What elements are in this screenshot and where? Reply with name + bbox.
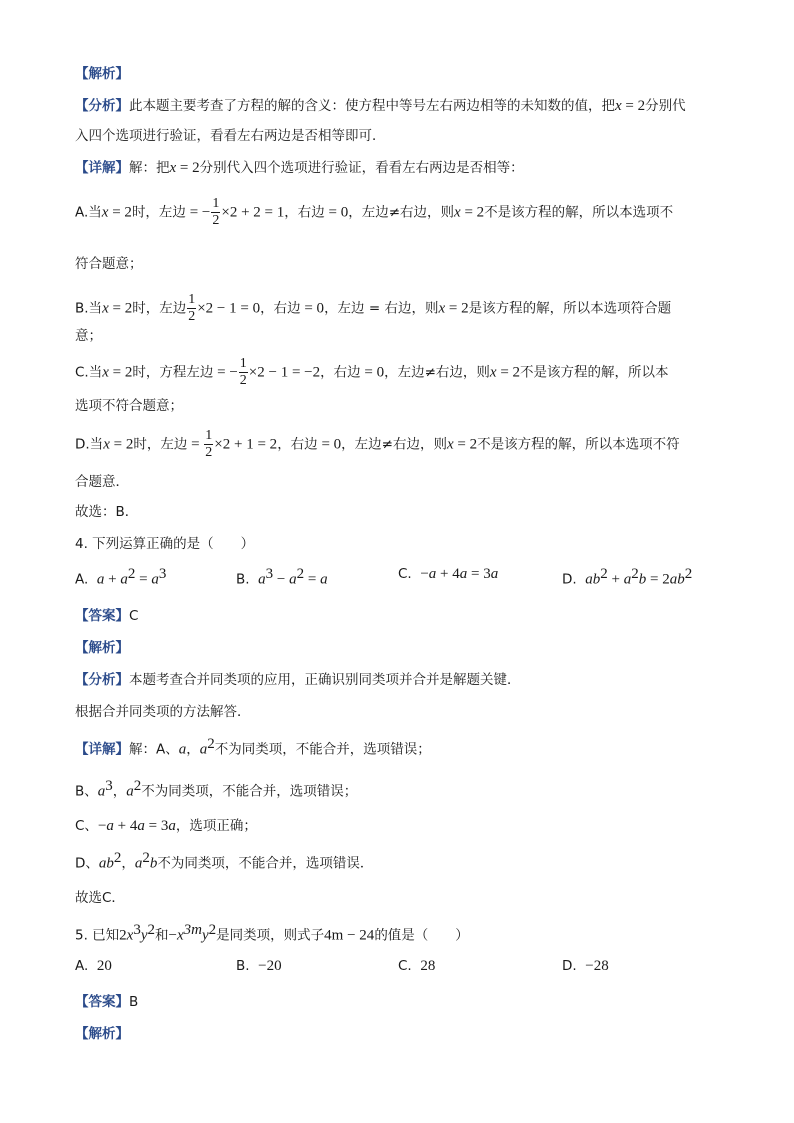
math-expr: = 2 <box>109 436 134 453</box>
detail-c: C、−a + 4a = 3a，选项正确； <box>75 818 257 834</box>
math-var: x <box>454 204 461 221</box>
math-expr: − <box>97 818 107 834</box>
option-d-check <box>75 428 680 461</box>
math-var: x <box>489 364 497 381</box>
math-expr: a <box>178 741 187 758</box>
math-expr: = 2 <box>621 98 646 114</box>
fraction <box>239 356 248 389</box>
q4-option-c: C. −a + 4a = 3a <box>398 566 499 582</box>
analysis-heading-4 <box>75 636 129 656</box>
math-expr: a <box>199 741 208 758</box>
analysis-heading-5 <box>75 1022 129 1042</box>
tag-label: 【详解】 <box>75 160 129 176</box>
tag-label: 【分析】 <box>75 672 129 688</box>
conclusion <box>75 500 138 520</box>
text: 分别代入四个选项进行验证，看看左右两边是否相等： <box>199 160 524 176</box>
text: 时，左边 <box>131 204 186 221</box>
text: ，左边≠右边，则 <box>348 204 455 221</box>
question-5-stem: 5. 已知$2x^3y^2$和$-x^{3m}y^2$是同类项，则式子4m − 24的值是（ ） <box>75 922 469 944</box>
q5-option-b <box>236 958 282 975</box>
text: 选项不符合题意； <box>75 398 183 414</box>
option-b-check <box>75 292 671 325</box>
fraction-numerator: 1 <box>188 292 196 307</box>
math-var: x <box>438 300 446 317</box>
math-expr: − <box>420 566 429 582</box>
fraction-numerator: 1 <box>239 356 247 371</box>
text: 时，左边 <box>133 436 188 453</box>
tag-label: 【解析】 <box>75 640 129 656</box>
option-c-check-cont <box>75 394 183 414</box>
math-var: x <box>103 436 110 453</box>
fraction-denominator: 2 <box>239 373 247 388</box>
option-label: D. <box>562 571 577 588</box>
text: 故选C． <box>75 890 125 906</box>
text: 时，方程左边 <box>132 364 214 381</box>
q5-option-c <box>398 958 435 975</box>
text: 不是该方程的解，所以本选项不符 <box>477 436 680 453</box>
fraction-denominator: 2 <box>212 213 220 228</box>
option-c-check <box>75 356 669 389</box>
math-var: x <box>615 98 622 114</box>
math-expr: ab <box>585 571 601 588</box>
text: ，左边 = 右边，则 <box>324 300 439 317</box>
text: 5. 已知 <box>75 927 120 944</box>
option-label: D. <box>562 958 577 974</box>
text: 的值是（ ） <box>374 927 469 944</box>
text: 不为同类项，不能合并，选项错误； <box>214 741 431 758</box>
math-expr: ×2 + 2 = 1 <box>221 204 285 221</box>
text: 不是该方程的解，所以本 <box>520 364 669 381</box>
question-4-stem <box>75 532 254 552</box>
text: ，右边 <box>260 300 301 317</box>
answer-4 <box>75 604 138 624</box>
math-expr: = 2 <box>496 364 521 381</box>
detail-b: B、$a^3$，$a^2$不为同类项，不能合并，选项错误； <box>75 778 358 800</box>
text: 4. 下列运算正确的是（ ） <box>75 536 255 552</box>
math-expr: a <box>97 783 106 800</box>
math-expr: = 2 <box>453 436 478 453</box>
fraction-denominator: 2 <box>205 445 213 460</box>
answer-5 <box>75 990 138 1010</box>
math-expr: a <box>96 571 105 588</box>
math-expr: = 2 <box>460 204 485 221</box>
math-expr: = <box>187 436 204 453</box>
q4-option-d: D. $ab^2 + a^2b = 2ab^2$ <box>562 566 693 588</box>
tag-label: 【解析】 <box>75 66 129 82</box>
text: 解：把 <box>129 160 170 176</box>
math-expr: = 0 <box>360 364 385 381</box>
option-label: B. <box>236 571 250 588</box>
text: 符合题意； <box>75 256 143 272</box>
text: B、 <box>75 783 98 800</box>
tag-label: 【解析】 <box>75 1026 129 1042</box>
math-expr: ×2 − 1 = −2 <box>248 364 321 381</box>
tag-label: 【答案】 <box>75 608 129 624</box>
text: 合题意． <box>75 474 129 490</box>
text: 根据合并同类项的方法解答． <box>75 704 251 720</box>
option-value: −28 <box>585 958 609 974</box>
text: 解：A、 <box>129 741 179 758</box>
text: C.当 <box>75 364 103 381</box>
option-label: C. <box>398 566 412 582</box>
math-expr: = 2 <box>176 160 200 176</box>
option-value: 28 <box>420 958 436 974</box>
analysis-heading <box>75 62 129 82</box>
text: 是该方程的解，所以本选项符合题 <box>468 300 672 317</box>
math-expr: 2 <box>119 927 127 944</box>
tag-label: 【分析】 <box>75 98 129 114</box>
answer-value: C <box>129 608 139 624</box>
option-label: B. <box>236 958 250 974</box>
fraction <box>187 292 196 325</box>
fraction <box>204 428 213 461</box>
option-label: C. <box>398 958 412 974</box>
math-expr: = 2 <box>108 300 133 317</box>
conclusion-4 <box>75 886 125 906</box>
q4-option-b: B. $a^3 - a^2 = a$ <box>236 566 328 588</box>
detail-a: 【详解】解：A、a，$a^2$不为同类项，不能合并，选项错误； <box>75 736 431 758</box>
analysis-paragraph-4 <box>75 668 521 688</box>
text: D.当 <box>75 436 104 453</box>
math-expr: = − <box>185 204 211 221</box>
text: A.当 <box>75 204 102 221</box>
text: ，右边 <box>320 364 361 381</box>
text: 分别代 <box>645 98 686 114</box>
math-expr: a <box>258 571 266 588</box>
fraction <box>211 196 220 229</box>
math-expr: − <box>168 927 177 944</box>
math-expr: ×2 − 1 = 0 <box>197 300 261 317</box>
text: ，选项正确； <box>175 818 257 834</box>
text: 和 <box>155 927 169 944</box>
detail-d: D、$ab^2$，$a^2b$不为同类项，不能合并，选项错误． <box>75 850 374 872</box>
text: ，左边≠右边，则 <box>384 364 490 381</box>
analysis-paragraph-4-cont <box>75 700 251 720</box>
text: ，右边 <box>284 204 325 221</box>
text: 不为同类项，不能合并，选项错误． <box>157 855 374 872</box>
text: C、 <box>75 818 98 834</box>
fraction-numerator: 1 <box>212 196 220 211</box>
text: 是同类项，则式子 <box>216 927 325 944</box>
q5-option-a <box>75 958 112 975</box>
detail-paragraph <box>75 156 524 177</box>
math-var: x <box>102 364 109 381</box>
analysis-paragraph <box>75 94 686 115</box>
fraction-numerator: 1 <box>205 428 213 443</box>
option-label: A. <box>75 571 89 588</box>
math-expr: = 0 <box>300 300 325 317</box>
option-a-check <box>75 196 673 229</box>
math-expr: 4m − 24 <box>324 927 375 944</box>
text: ，右边 <box>277 436 318 453</box>
math-expr: = 0 <box>324 204 349 221</box>
text: 此本题主要考查了方程的解的含义：使方程中等号左右两边相等的未知数的值，把 <box>129 98 615 114</box>
math-expr: = 2 <box>445 300 469 317</box>
math-var: x <box>446 436 454 453</box>
fraction-denominator: 2 <box>188 309 196 324</box>
text: 不为同类项，不能合并，选项错误； <box>141 783 358 800</box>
tag-label: 【答案】 <box>75 994 129 1010</box>
text: ，左边≠右边，则 <box>341 436 447 453</box>
text: D、 <box>75 855 99 872</box>
answer-value: B <box>129 994 139 1010</box>
option-b-check-cont <box>75 324 102 344</box>
math-var: x <box>101 204 109 221</box>
math-expr: a <box>134 855 143 872</box>
option-value: 20 <box>96 958 112 974</box>
math-var: x <box>169 160 177 176</box>
text: ， <box>186 741 200 758</box>
tag-label: 【详解】 <box>75 741 129 758</box>
text: 入四个选项进行验证，看看左右两边是否相等即可． <box>75 128 386 144</box>
math-expr: ×2 + 1 = 2 <box>214 436 278 453</box>
text: 故选：B． <box>75 504 139 520</box>
analysis-paragraph-cont <box>75 124 386 144</box>
option-d-check-cont <box>75 470 129 490</box>
math-expr: a <box>126 783 134 800</box>
math-expr: = 0 <box>317 436 342 453</box>
text: ， <box>121 855 135 872</box>
text: 本题考查合并同类项的应用，正确识别同类项并合并是解题关键． <box>129 672 521 688</box>
q4-option-a: A. $a + a^2 = a^3$ <box>75 566 167 588</box>
math-expr: ab <box>98 855 114 872</box>
math-expr: = 2 <box>108 204 132 221</box>
math-expr: = − <box>213 364 238 381</box>
option-value: −20 <box>258 958 282 974</box>
text: 时，左边 <box>132 300 187 317</box>
text: B.当 <box>75 300 103 317</box>
text: ， <box>112 783 127 800</box>
q5-option-d <box>562 958 609 975</box>
option-a-check-cont <box>75 252 143 272</box>
text: 意； <box>75 328 102 344</box>
math-var: x <box>102 300 109 317</box>
option-label: A. <box>75 958 89 974</box>
text: 不是该方程的解，所以本选项不 <box>484 204 674 221</box>
math-expr: = 2 <box>108 364 133 381</box>
